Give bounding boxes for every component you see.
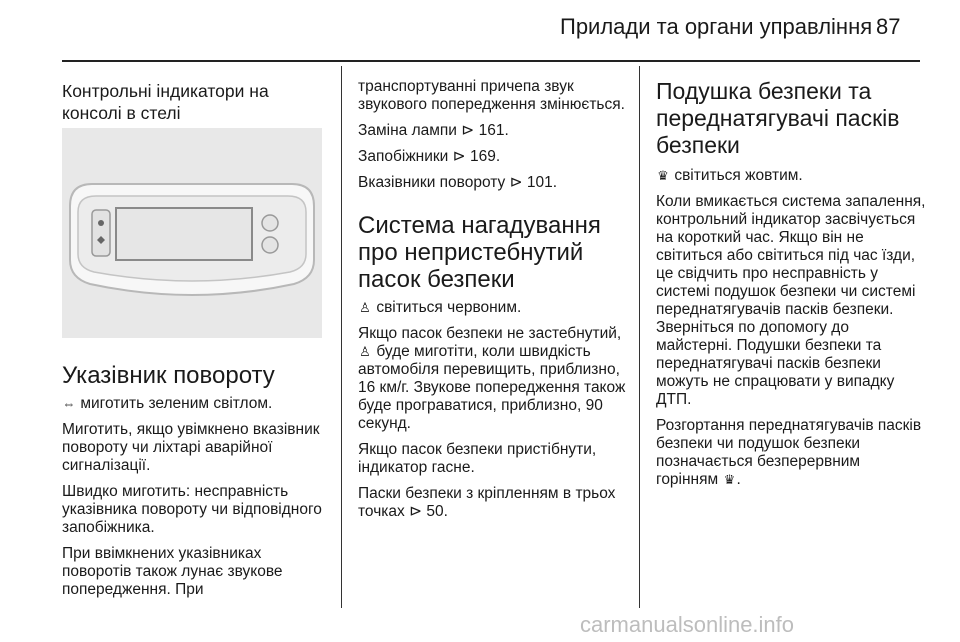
airbag-text-1: світиться жовтим. [674, 167, 803, 184]
lamp-replacement-page: 161. [478, 122, 509, 139]
watermark: carmanualsonline.info [580, 612, 795, 637]
column-2 [358, 78, 630, 529]
turn-signal-paragraph-4: При ввімкнених указівниках поворотів також лунає звукове попередження. При [62, 545, 283, 598]
airbag-text-3: Розгортання переднатягувачів пасків безпеки чи подушок безпеки позначається безперервним горінням [656, 417, 922, 488]
turn-indicators-text: Вказівники повороту [358, 174, 506, 191]
turn-indicators-ref [358, 174, 630, 192]
turn-signal-heading: Указівник повороту [62, 362, 275, 389]
column-divider-1 [341, 66, 342, 608]
fuses-page: 169. [469, 148, 501, 165]
airbag-paragraph-2: Коли вмикається система запалення, контрольний індикатор засвічується на короткий час. Якщо він не світиться або світиться під час їзди, це свідчить про несправність у системі подушок безпеки чи системі переднатягувачів пасків безпеки. Зверніться по допомогу до майстерні. Подушки безпеки та переднатягувачі пасків безпеки можуть не спрацювати у випадку ДТП. [656, 193, 926, 408]
fuses-text: Запобіжники [358, 148, 449, 165]
airbag-icon: ♛ [657, 168, 669, 183]
airbag-icon: ♛ [723, 472, 736, 487]
page-ref-arrow-icon: ⊳ [452, 148, 466, 165]
fuses-ref [358, 148, 630, 166]
turn-signal-paragraph-1 [62, 395, 334, 413]
turn-signal-paragraph-2: Миготить, якщо увімкнено вказівник повороту чи ліхтарі аварійної сигналізації. [62, 421, 320, 474]
seatbelt-icon: ♙ [359, 300, 371, 315]
seatbelt-icon: ♙ [359, 344, 371, 359]
airbag-heading: Подушка безпеки та переднатягувачі пасків безпеки [656, 78, 900, 158]
seatbelt-text-2a: Якщо пасок безпеки не застебнутий, [358, 325, 622, 342]
turn-indicators-page: 101. [526, 174, 558, 191]
ceiling-console-figure [62, 128, 322, 338]
seatbelt-text-1: світиться червоним. [376, 299, 522, 316]
console-illustration [62, 128, 322, 338]
column-3 [656, 78, 926, 497]
turn-signal-paragraph-3: Швидко миготить: несправність указівника повороту чи відповідного запобіжника. [62, 483, 322, 536]
turn-signal-text-1: миготить зеленим світлом. [80, 395, 273, 412]
seatbelt-paragraph-3: Якщо пасок безпеки пристібнути, індикатор гасне. [358, 441, 597, 476]
airbag-paragraph-1 [656, 167, 926, 185]
col2-paragraph-1: транспортуванні причепа звук звукового попередження змінюється. [358, 78, 625, 113]
page-header-title: Прилади та органи управління [560, 14, 873, 39]
lamp-replacement-text: Заміна лампи [358, 122, 457, 139]
column-1-lower [62, 362, 334, 607]
three-point-belts-text: Паски безпеки з кріпленням в трьох точках [358, 485, 616, 520]
console-subheading: Контрольні індикатори на консолі в стелі [62, 81, 269, 123]
header-rule [62, 60, 920, 62]
three-point-belts-page: 50. [426, 503, 448, 520]
page-ref-arrow-icon: ⊳ [509, 174, 523, 191]
seatbelt-reminder-heading: Система нагадування про непристебнутий пасок безпеки [358, 212, 601, 293]
airbag-paragraph-3: Розгортання переднатягувачів пасків безпеки чи подушок безпеки позначається безперервним горінням ♛. [656, 417, 922, 488]
seatbelt-paragraph-2 [358, 325, 630, 433]
page-ref-arrow-icon: ⊳ [461, 122, 475, 139]
column-divider-2 [639, 66, 640, 608]
page-number: 87 [876, 14, 901, 39]
seatbelt-paragraph-1 [358, 299, 630, 317]
three-point-belts-ref [358, 485, 630, 521]
page-ref-arrow-icon: ⊳ [409, 503, 423, 520]
lamp-replacement-ref [358, 122, 630, 140]
seatbelt-text-2b: буде миготіти, коли швидкість автомобіля перевищить, приблизно, 16 км/г. Звукове попередження також буде програватися, приблизно, 90 секунд. [358, 343, 626, 432]
turn-signal-icon: ⇔ [62, 396, 76, 411]
